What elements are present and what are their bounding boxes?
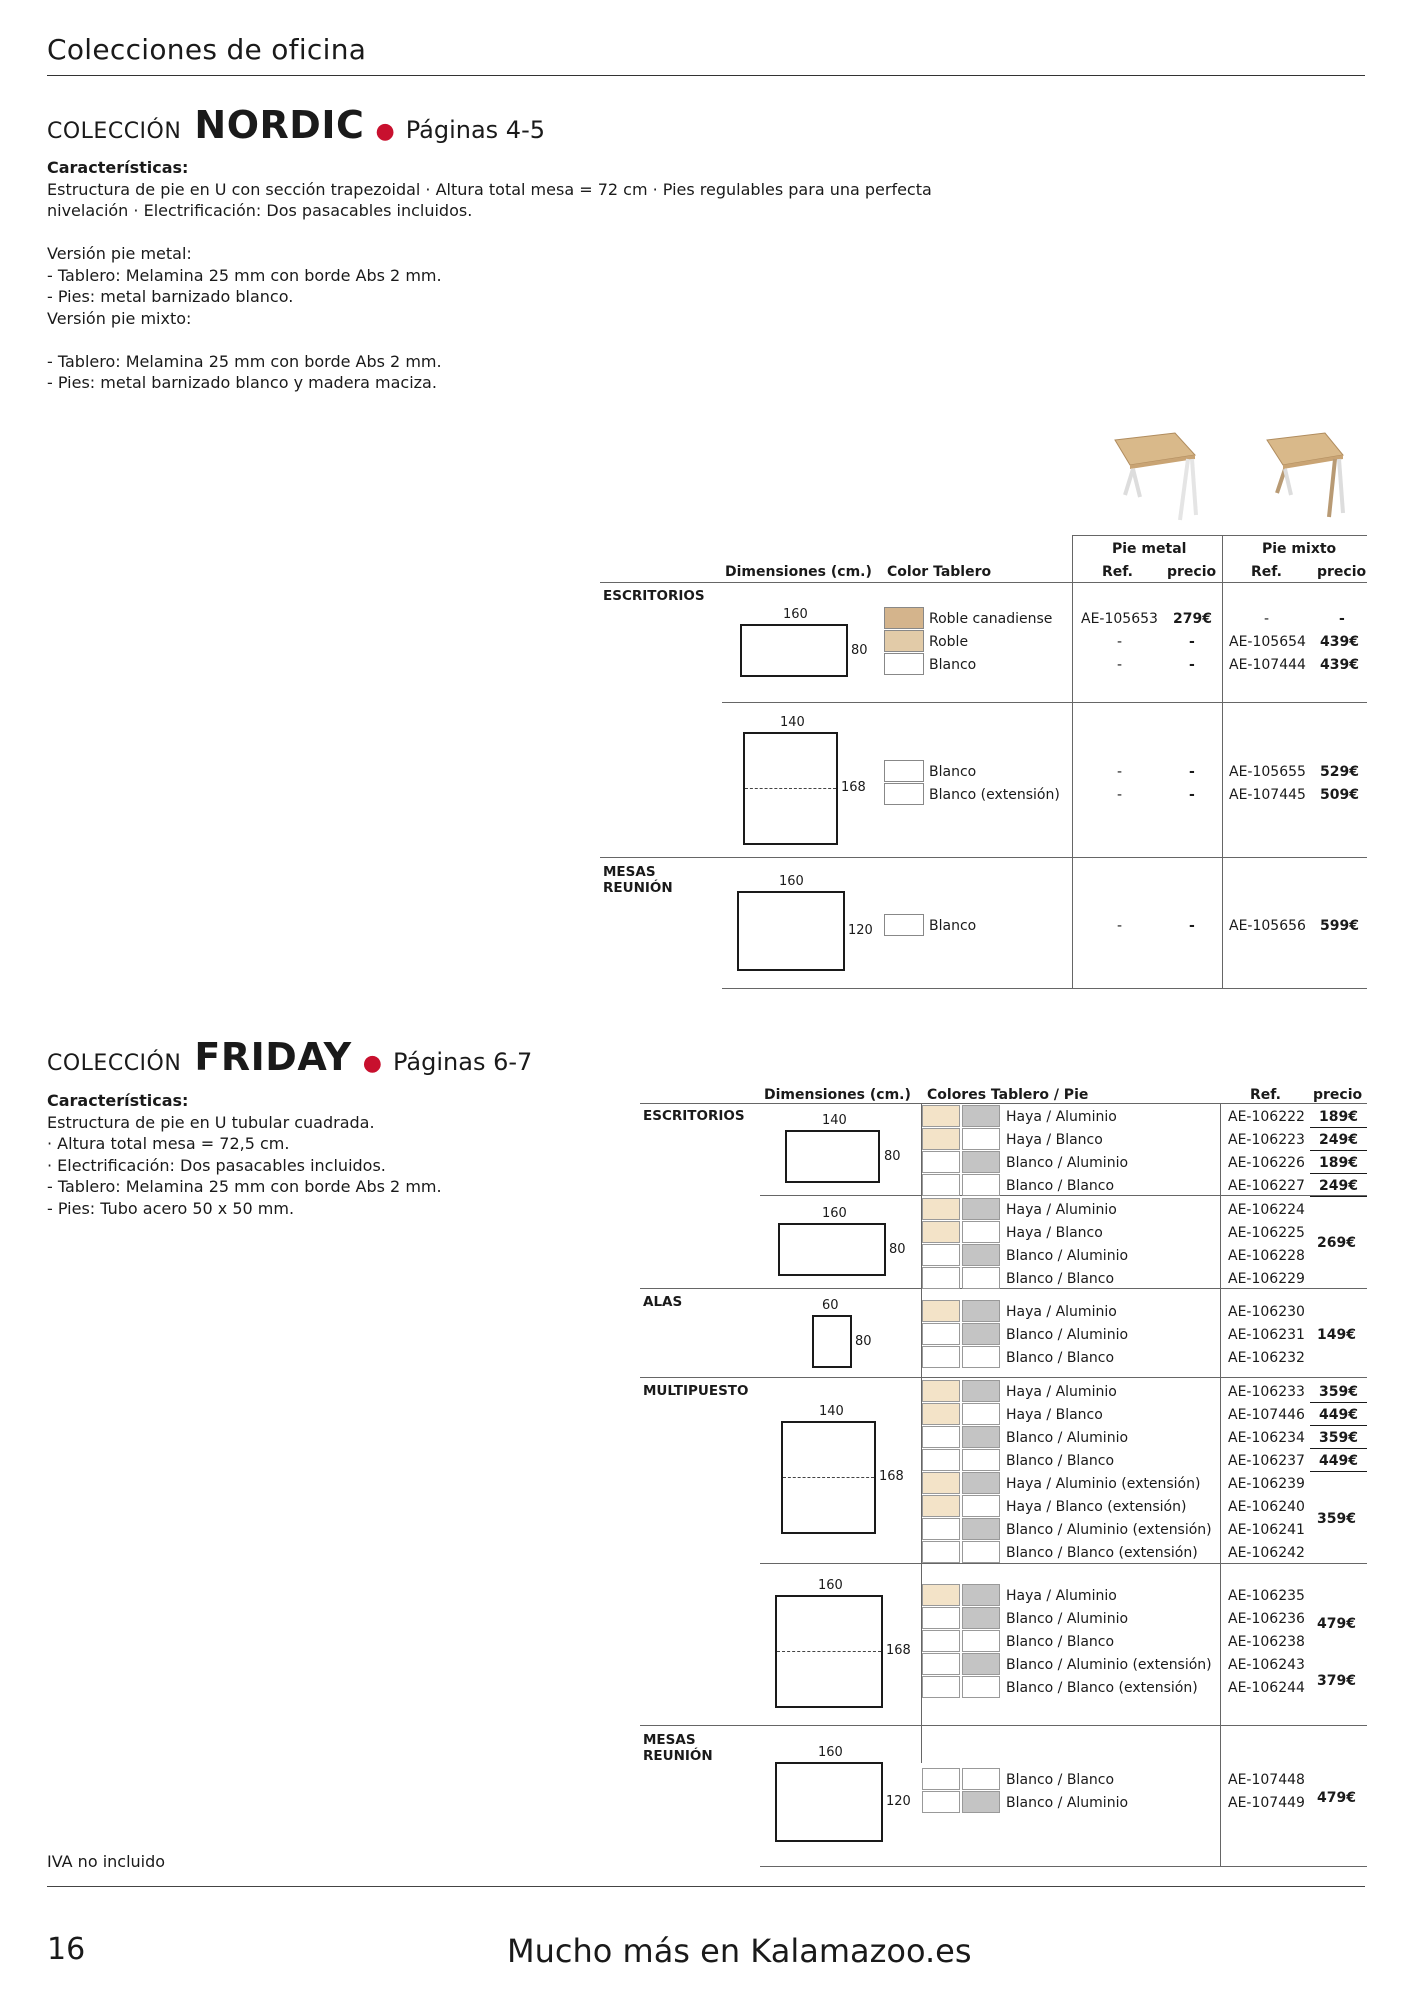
swatch-pie xyxy=(962,1495,1000,1517)
mixto-price: 599€ xyxy=(1320,918,1359,934)
ref-code: AE-106234 xyxy=(1228,1430,1305,1446)
dim-depth: 168 xyxy=(879,1469,904,1484)
ref-code: AE-106244 xyxy=(1228,1680,1305,1696)
friday-row-divider xyxy=(640,1288,1367,1289)
color-label: Blanco xyxy=(929,918,977,934)
color-label: Haya / Blanco (extensión) xyxy=(1006,1499,1187,1515)
desk-diagram xyxy=(740,624,848,677)
desk-diagram xyxy=(778,1223,886,1276)
swatch-tablero xyxy=(922,1300,960,1322)
cat-mesas-reunion xyxy=(643,1732,713,1764)
color-label: Roble xyxy=(929,634,969,650)
price-underline xyxy=(1310,1448,1367,1449)
color-label: Blanco / Aluminio xyxy=(1006,1327,1129,1343)
friday-row-divider xyxy=(640,1725,1367,1726)
meeting-table-diagram xyxy=(737,891,845,971)
color-label: Haya / Aluminio xyxy=(1006,1304,1117,1320)
swatch-pie xyxy=(962,1267,1000,1289)
ref-code: AE-106243 xyxy=(1228,1657,1305,1673)
metal-price: - xyxy=(1189,918,1195,934)
dim-width: 140 xyxy=(822,1113,847,1128)
th-precio: precio xyxy=(1317,564,1367,580)
swatch-tablero xyxy=(922,1472,960,1494)
row-price: 449€ xyxy=(1319,1407,1358,1423)
dim-width: 140 xyxy=(819,1404,844,1419)
swatch-pie xyxy=(962,1791,1000,1813)
swatch-tablero xyxy=(922,1495,960,1517)
swatch-tablero xyxy=(922,1198,960,1220)
nordic-row-divider xyxy=(600,857,1367,858)
swatch-tablero xyxy=(922,1676,960,1698)
color-label: Haya / Aluminio (extensión) xyxy=(1006,1476,1201,1492)
nordic-mixto-line: - Pies: metal barnizado blanco y madera maciza. xyxy=(47,373,437,392)
swatch-pie xyxy=(962,1198,1000,1220)
nordic-metal-line: - Tablero: Melamina 25 mm con borde Abs 2 mm. xyxy=(47,265,442,285)
swatch-pie xyxy=(962,1449,1000,1471)
metal-ref: - xyxy=(1117,657,1123,673)
swatch-pie xyxy=(962,1426,1000,1448)
ref-code: AE-106237 xyxy=(1228,1453,1305,1469)
cat-escritorios: ESCRITORIOS xyxy=(603,588,705,604)
footer-slogan xyxy=(507,1932,972,1970)
color-label: Haya / Aluminio xyxy=(1006,1588,1117,1604)
price-underline xyxy=(1310,1402,1367,1403)
th-ref: Ref. xyxy=(1250,1087,1281,1103)
friday-col-divider xyxy=(1220,1103,1221,1866)
nordic-mixto-line: - Tablero: Melamina 25 mm con borde Abs 2 mm. xyxy=(47,351,442,371)
price-underline xyxy=(1310,1127,1367,1128)
ref-code: AE-106226 xyxy=(1228,1155,1305,1171)
price-underline xyxy=(1310,1471,1367,1472)
nordic-desc-line: Estructura de pie en U con sección trapezoidal · Altura total mesa = 72 cm · Pies regulables para una perfecta xyxy=(47,179,932,199)
th-precio: precio xyxy=(1167,564,1217,580)
th-ref: Ref. xyxy=(1251,564,1282,580)
mixto-price: 439€ xyxy=(1320,657,1359,673)
swatch-pie xyxy=(962,1380,1000,1402)
color-label: Haya / Aluminio xyxy=(1006,1384,1117,1400)
swatch-tablero xyxy=(922,1323,960,1345)
ref-code: AE-106227 xyxy=(1228,1178,1305,1194)
swatch-roble xyxy=(884,630,924,652)
swatch-pie xyxy=(962,1105,1000,1127)
th-color-tablero: Color Tablero xyxy=(887,564,992,580)
swatch-pie xyxy=(962,1472,1000,1494)
swatch-pie xyxy=(962,1244,1000,1266)
cat-escritorios: ESCRITORIOS xyxy=(643,1108,745,1124)
color-label: Haya / Blanco xyxy=(1006,1225,1103,1241)
ref-code: AE-106224 xyxy=(1228,1202,1305,1218)
group-price: 359€ xyxy=(1317,1511,1356,1527)
mixto-price: - xyxy=(1339,611,1345,627)
price-underline xyxy=(1310,1425,1367,1426)
dim-depth: 80 xyxy=(884,1149,901,1164)
swatch-pie xyxy=(962,1221,1000,1243)
swatch-pie xyxy=(962,1607,1000,1629)
friday-row-divider xyxy=(640,1377,1367,1378)
cat-multipuesto: MULTIPUESTO xyxy=(643,1383,749,1399)
swatch-blanco xyxy=(884,760,924,782)
mixto-price: 439€ xyxy=(1320,634,1359,650)
dim-width: 160 xyxy=(818,1578,843,1593)
nordic-col-divider xyxy=(1072,535,1073,988)
ref-code: AE-106241 xyxy=(1228,1522,1305,1538)
swatch-pie xyxy=(962,1676,1000,1698)
mixto-price: 529€ xyxy=(1320,764,1359,780)
ref-code: AE-106229 xyxy=(1228,1271,1305,1287)
swatch-tablero xyxy=(922,1449,960,1471)
page-title: Colecciones de oficina xyxy=(47,33,367,66)
nordic-metal-line: - Pies: metal barnizado blanco. xyxy=(47,287,294,306)
mixto-ref: AE-107445 xyxy=(1229,787,1306,803)
swatch-tablero xyxy=(922,1768,960,1790)
color-label: Blanco / Aluminio xyxy=(1006,1155,1129,1171)
swatch-pie xyxy=(962,1128,1000,1150)
ref-code: AE-106238 xyxy=(1228,1634,1305,1650)
dim-width: 160 xyxy=(779,874,804,889)
color-label: Blanco / Aluminio xyxy=(1006,1430,1129,1446)
color-label: Blanco / Blanco (extensión) xyxy=(1006,1680,1198,1696)
color-label: Haya / Aluminio xyxy=(1006,1202,1117,1218)
dim-depth: 168 xyxy=(841,780,866,795)
cat-mesas-reunion xyxy=(603,864,673,896)
dim-depth: 120 xyxy=(848,923,873,938)
dim-depth: 120 xyxy=(886,1794,911,1809)
bullet-icon: ● xyxy=(362,1051,382,1076)
metal-ref: AE-105653 xyxy=(1081,611,1158,627)
cat-mesas: MESAS xyxy=(603,864,656,880)
friday-pages: Páginas 6-7 xyxy=(393,1048,533,1076)
swatch-pie xyxy=(962,1630,1000,1652)
price-underline xyxy=(1310,1150,1367,1151)
nordic-mixto-title: Versión pie mixto: xyxy=(47,308,192,328)
swatch-tablero xyxy=(922,1791,960,1813)
color-label: Blanco / Blanco xyxy=(1006,1178,1115,1194)
group-price: 479€ xyxy=(1317,1790,1356,1806)
swatch-tablero xyxy=(922,1128,960,1150)
dim-depth: 80 xyxy=(889,1242,906,1257)
mixto-ref: AE-105655 xyxy=(1229,764,1306,780)
cat-reunion: REUNIÓN xyxy=(603,880,673,896)
price-underline xyxy=(1310,1173,1367,1174)
swatch-pie xyxy=(962,1300,1000,1322)
ref-code: AE-106223 xyxy=(1228,1132,1305,1148)
swatch-tablero xyxy=(922,1244,960,1266)
ref-code: AE-106228 xyxy=(1228,1248,1305,1264)
swatch-tablero xyxy=(922,1221,960,1243)
color-label: Blanco / Blanco xyxy=(1006,1453,1115,1469)
friday-desc-line: - Pies: Tubo acero 50 x 50 mm. xyxy=(47,1198,295,1218)
group-price: 149€ xyxy=(1317,1327,1356,1343)
color-label: Roble canadiense xyxy=(929,611,1053,627)
th-pie-metal: Pie metal xyxy=(1112,541,1187,557)
swatch-pie xyxy=(962,1653,1000,1675)
color-label: Blanco (extensión) xyxy=(929,787,1060,803)
swatch-blanco xyxy=(884,653,924,675)
color-label: Blanco / Blanco xyxy=(1006,1634,1115,1650)
color-label: Blanco / Blanco (extensión) xyxy=(1006,1545,1198,1561)
swatch-blanco xyxy=(884,783,924,805)
swatch-pie xyxy=(962,1403,1000,1425)
swatch-tablero xyxy=(922,1653,960,1675)
mixto-ref: AE-107444 xyxy=(1229,657,1306,673)
slogan-brand: Kalamazoo.es xyxy=(750,1932,972,1970)
extension-line xyxy=(745,788,836,789)
th-pie-mixto: Pie mixto xyxy=(1262,541,1337,557)
color-label: Blanco / Aluminio xyxy=(1006,1248,1129,1264)
mixto-price: 509€ xyxy=(1320,787,1359,803)
group-price: 269€ xyxy=(1317,1235,1356,1251)
color-label: Blanco / Blanco xyxy=(1006,1772,1115,1788)
color-label: Blanco / Aluminio xyxy=(1006,1795,1129,1811)
swatch-pie xyxy=(962,1174,1000,1196)
ref-code: AE-106242 xyxy=(1228,1545,1305,1561)
nordic-row-divider xyxy=(722,702,1367,703)
nordic-pages: Páginas 4-5 xyxy=(405,116,546,144)
swatch-tablero xyxy=(922,1607,960,1629)
color-label: Haya / Blanco xyxy=(1006,1132,1103,1148)
color-label: Blanco / Aluminio (extensión) xyxy=(1006,1522,1212,1538)
row-price: 189€ xyxy=(1319,1155,1358,1171)
metal-ref: - xyxy=(1117,918,1123,934)
th-ref: Ref. xyxy=(1102,564,1133,580)
dim-width: 160 xyxy=(783,607,808,622)
swatch-tablero xyxy=(922,1151,960,1173)
th-dimensiones: Dimensiones (cm.) xyxy=(764,1087,911,1103)
color-label: Haya / Aluminio xyxy=(1006,1109,1117,1125)
th-precio: precio xyxy=(1313,1087,1363,1103)
dim-width: 160 xyxy=(822,1206,847,1221)
metal-ref: - xyxy=(1117,787,1123,803)
nordic-name: NORDIC xyxy=(194,103,365,147)
cat-reunion: REUNIÓN xyxy=(643,1748,713,1764)
ref-code: AE-106231 xyxy=(1228,1327,1305,1343)
swatch-pie xyxy=(962,1323,1000,1345)
iva-note: IVA no incluido xyxy=(47,1852,166,1871)
nordic-heading xyxy=(47,103,545,147)
extension-line xyxy=(783,1477,874,1478)
swatch-pie xyxy=(962,1584,1000,1606)
ref-code: AE-106230 xyxy=(1228,1304,1305,1320)
cat-alas: ALAS xyxy=(643,1294,683,1310)
swatch-pie xyxy=(962,1346,1000,1368)
ref-code: AE-106239 xyxy=(1228,1476,1305,1492)
group-price: 379€ xyxy=(1317,1673,1356,1689)
swatch-tablero xyxy=(922,1518,960,1540)
nordic-table-top-line xyxy=(1072,535,1367,536)
page-number: 16 xyxy=(47,1932,86,1967)
swatch-tablero xyxy=(922,1174,960,1196)
color-label: Blanco / Blanco xyxy=(1006,1350,1115,1366)
friday-char-title: Características: xyxy=(47,1091,189,1110)
price-underline xyxy=(1310,1196,1367,1197)
friday-desc-line: - Tablero: Melamina 25 mm con borde Abs 2 mm. xyxy=(47,1177,442,1196)
nordic-header-line xyxy=(600,582,1367,583)
ref-code: AE-107448 xyxy=(1228,1772,1305,1788)
color-label: Haya / Blanco xyxy=(1006,1407,1103,1423)
metal-ref: - xyxy=(1117,634,1123,650)
swatch-tablero xyxy=(922,1346,960,1368)
mixto-ref: - xyxy=(1264,611,1270,627)
friday-row-divider xyxy=(760,1195,1367,1196)
header-divider xyxy=(47,75,1365,76)
swatch-tablero xyxy=(922,1267,960,1289)
th-dimensiones: Dimensiones (cm.) xyxy=(725,564,872,580)
nordic-metal-title: Versión pie metal: xyxy=(47,244,192,263)
friday-coleccion: COLECCIÓN xyxy=(47,1051,182,1076)
friday-desc-line: · Altura total mesa = 72,5 cm. xyxy=(47,1134,290,1153)
friday-bottom-line xyxy=(760,1866,1367,1867)
row-price: 249€ xyxy=(1319,1132,1358,1148)
swatch-blanco xyxy=(884,914,924,936)
row-price: 189€ xyxy=(1319,1109,1358,1125)
row-price: 449€ xyxy=(1319,1453,1358,1469)
metal-price: - xyxy=(1189,634,1195,650)
swatch-tablero xyxy=(922,1105,960,1127)
row-price: 359€ xyxy=(1319,1430,1358,1446)
nordic-characteristics xyxy=(47,157,1007,394)
metal-price: - xyxy=(1189,787,1195,803)
swatch-pie xyxy=(962,1518,1000,1540)
swatch-pie xyxy=(962,1768,1000,1790)
wing-diagram xyxy=(812,1315,852,1368)
swatch-tablero xyxy=(922,1426,960,1448)
row-price: 249€ xyxy=(1319,1178,1358,1194)
row-price: 359€ xyxy=(1319,1384,1358,1400)
friday-row-divider xyxy=(760,1563,1367,1564)
footer-divider xyxy=(47,1886,1365,1887)
ref-code: AE-106235 xyxy=(1228,1588,1305,1604)
friday-header-line xyxy=(640,1103,1367,1104)
ref-code: AE-106232 xyxy=(1228,1350,1305,1366)
nordic-bottom-line xyxy=(722,988,1367,989)
mixto-ref: AE-105656 xyxy=(1229,918,1306,934)
bullet-icon: ● xyxy=(375,119,395,144)
metal-ref: - xyxy=(1117,764,1123,780)
metal-price: - xyxy=(1189,657,1195,673)
ref-code: AE-106225 xyxy=(1228,1225,1305,1241)
swatch-tablero xyxy=(922,1584,960,1606)
th-colores: Colores Tablero / Pie xyxy=(927,1087,1089,1103)
color-label: Blanco xyxy=(929,764,977,780)
dim-width: 160 xyxy=(818,1745,843,1760)
meeting-table-diagram xyxy=(775,1762,883,1842)
dim-width: 140 xyxy=(780,715,805,730)
friday-name: FRIDAY xyxy=(194,1035,352,1079)
swatch-tablero xyxy=(922,1403,960,1425)
swatch-tablero xyxy=(922,1630,960,1652)
nordic-desc-line: nivelación · Electrificación: Dos pasacables incluidos. xyxy=(47,201,473,220)
friday-characteristics xyxy=(47,1090,607,1219)
desk-diagram xyxy=(785,1130,880,1183)
dim-depth: 168 xyxy=(886,1643,911,1658)
metal-price: - xyxy=(1189,764,1195,780)
ref-code: AE-106240 xyxy=(1228,1499,1305,1515)
nordic-col-divider xyxy=(1222,535,1223,988)
swatch-pie xyxy=(962,1151,1000,1173)
group-price: 479€ xyxy=(1317,1616,1356,1632)
metal-price: 279€ xyxy=(1173,611,1212,627)
desk-metal-leg-image xyxy=(1100,425,1200,530)
slogan-text: Mucho más en xyxy=(507,1932,751,1970)
friday-desc-line: · Electrificación: Dos pasacables incluidos. xyxy=(47,1155,386,1175)
swatch-roble-canadiense xyxy=(884,607,924,629)
ref-code: AE-106233 xyxy=(1228,1384,1305,1400)
dim-width: 60 xyxy=(822,1298,839,1313)
color-label: Blanco / Blanco xyxy=(1006,1271,1115,1287)
nordic-char-title: Características: xyxy=(47,158,189,177)
dim-depth: 80 xyxy=(851,643,868,658)
mixto-ref: AE-105654 xyxy=(1229,634,1306,650)
swatch-pie xyxy=(962,1541,1000,1563)
nordic-coleccion: COLECCIÓN xyxy=(47,119,182,144)
desk-mixed-leg-image xyxy=(1255,425,1345,530)
dim-depth: 80 xyxy=(855,1334,872,1349)
ref-code: AE-107449 xyxy=(1228,1795,1305,1811)
friday-desc-line: Estructura de pie en U tubular cuadrada. xyxy=(47,1112,375,1132)
color-label: Blanco xyxy=(929,657,977,673)
swatch-tablero xyxy=(922,1380,960,1402)
color-label: Blanco / Aluminio xyxy=(1006,1611,1129,1627)
color-label: Blanco / Aluminio (extensión) xyxy=(1006,1657,1212,1673)
ref-code: AE-106222 xyxy=(1228,1109,1305,1125)
swatch-tablero xyxy=(922,1541,960,1563)
ref-code: AE-107446 xyxy=(1228,1407,1305,1423)
ref-code: AE-106236 xyxy=(1228,1611,1305,1627)
extension-line xyxy=(777,1651,881,1652)
cat-mesas: MESAS xyxy=(643,1732,696,1748)
friday-heading xyxy=(47,1035,532,1079)
